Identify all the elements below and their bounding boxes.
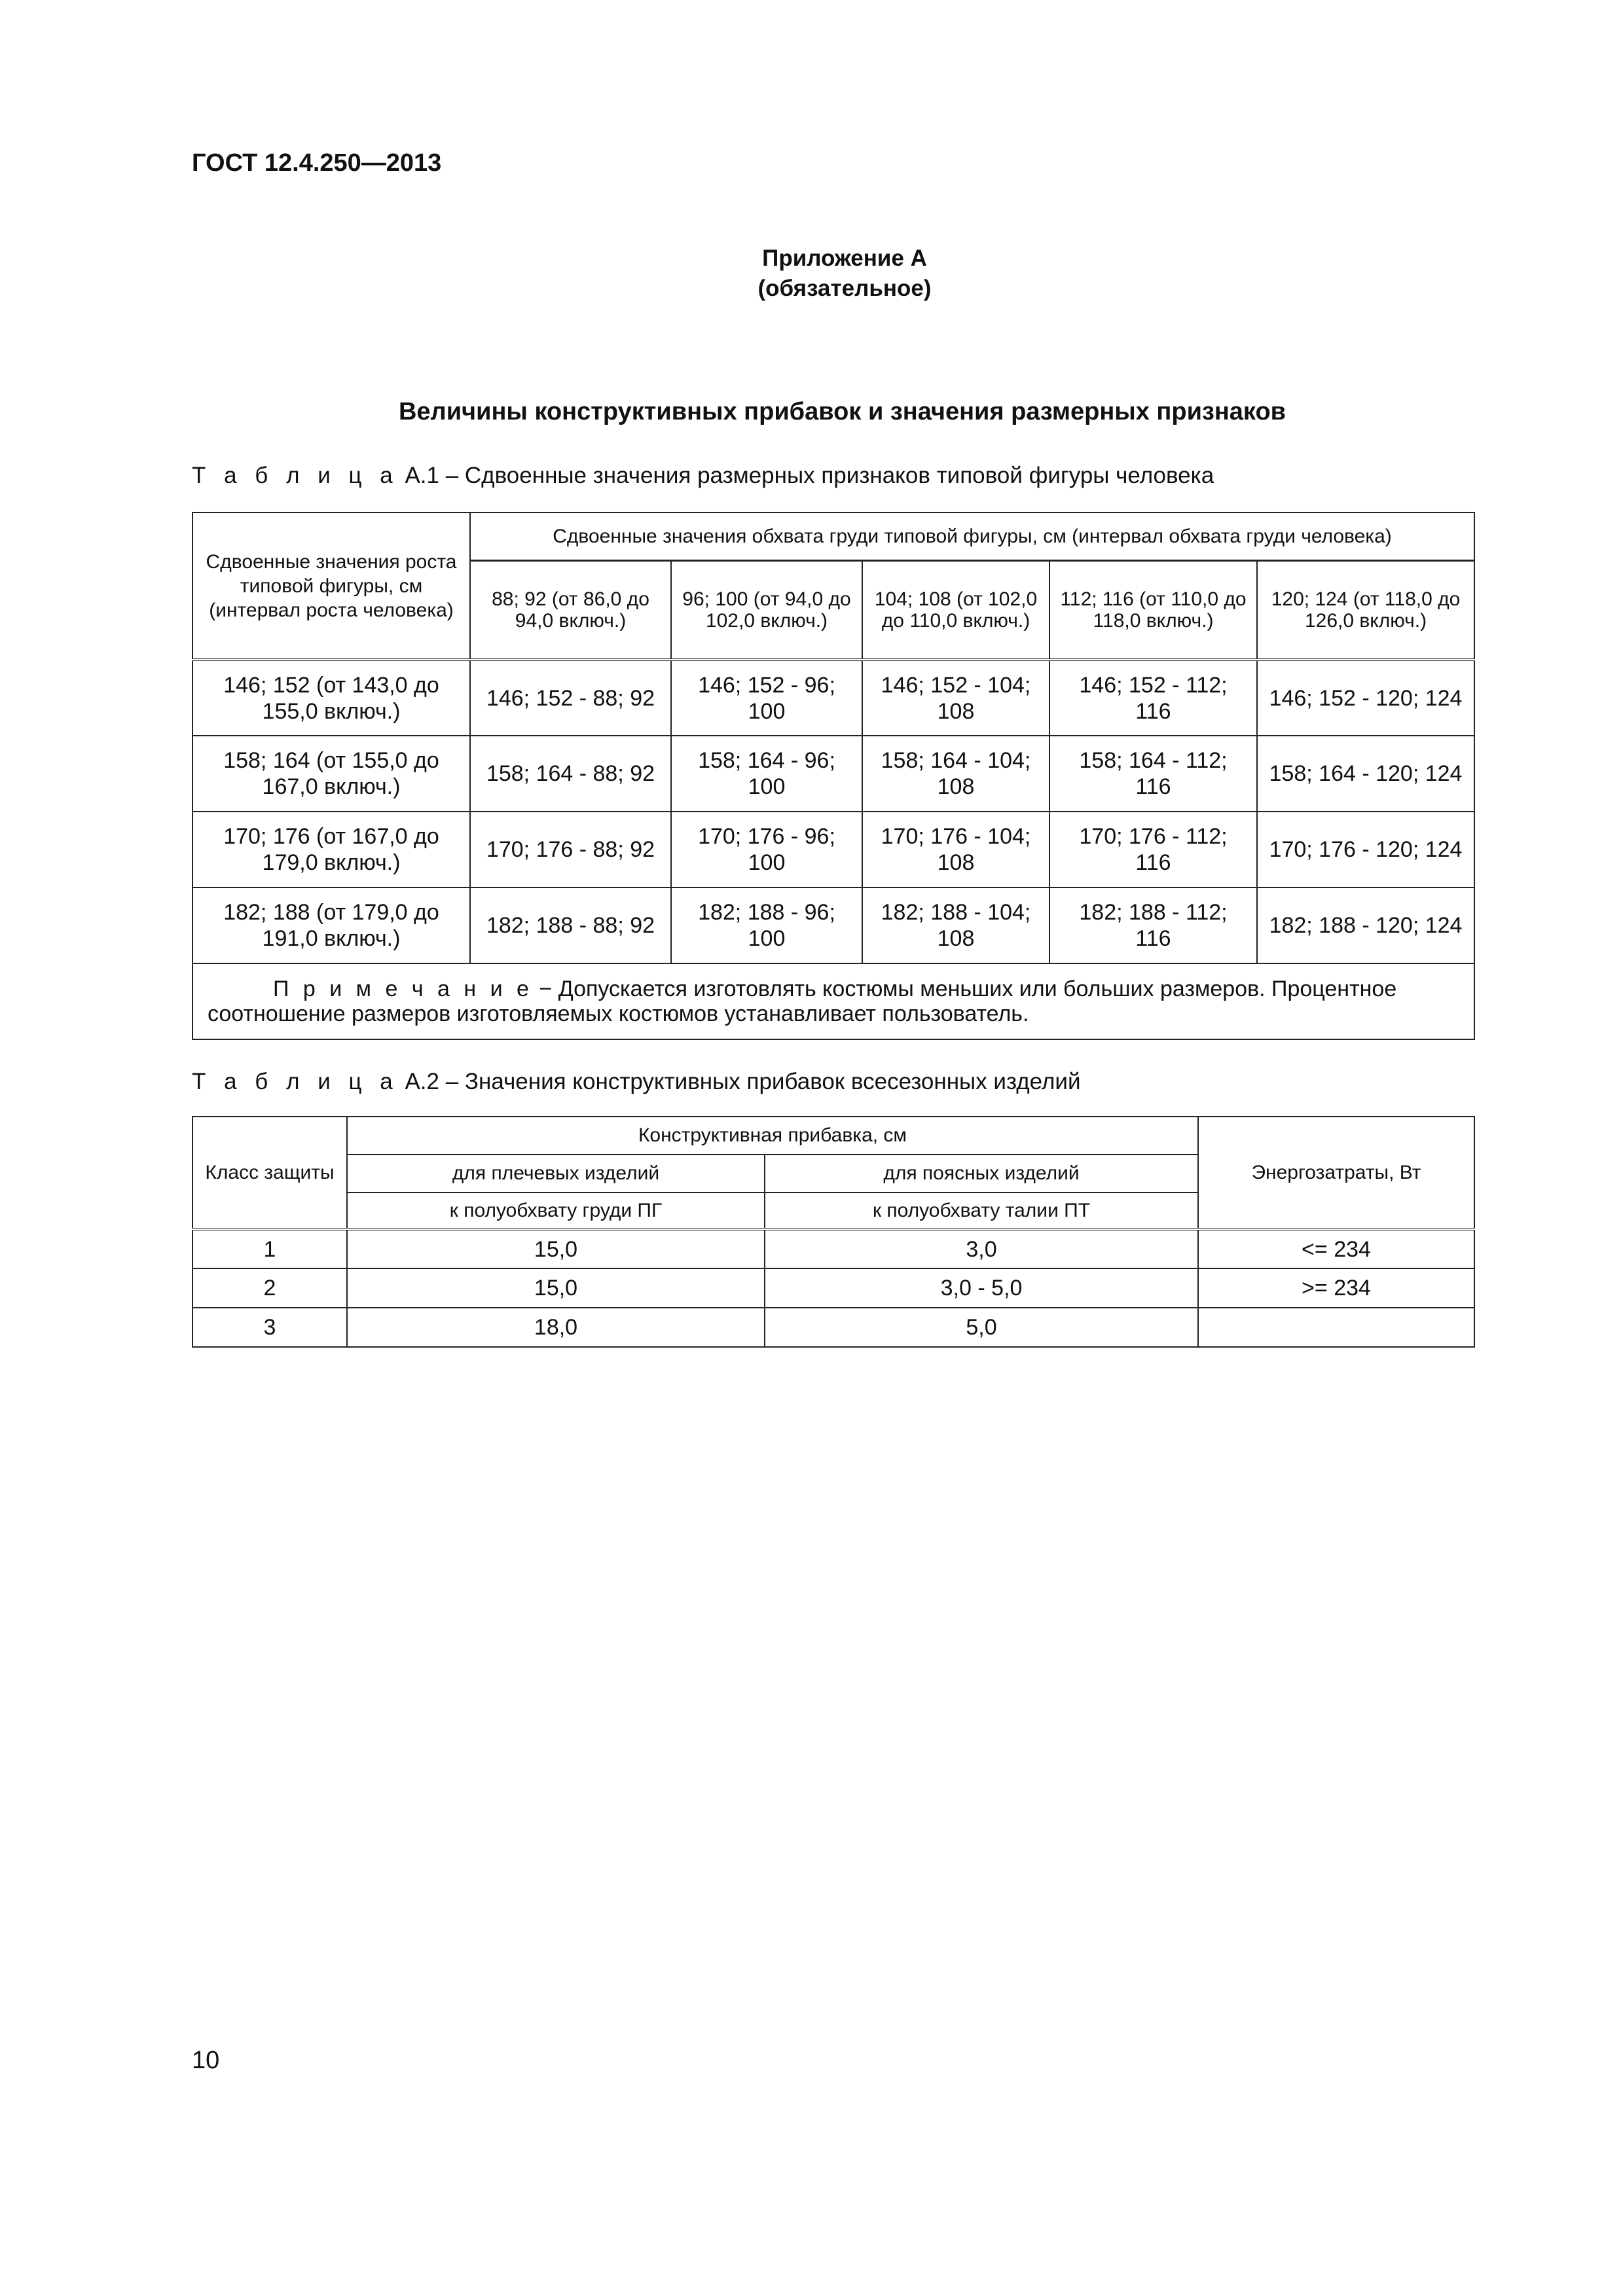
table2-waist-subheader: к полуобхвату талии ПТ bbox=[765, 1193, 1198, 1229]
table-cell bbox=[1198, 1308, 1474, 1347]
table-row bbox=[192, 660, 1474, 736]
table1-header-row bbox=[192, 512, 1474, 560]
page-number: 10 bbox=[192, 2047, 220, 2074]
table-cell: 146; 152 - 96; 100 bbox=[671, 660, 862, 736]
table-cell: 158; 164 - 112; 116 bbox=[1049, 736, 1257, 812]
table-cell: 15,0 bbox=[347, 1268, 765, 1308]
appendix-status: (обязательное) bbox=[757, 276, 932, 301]
table-cell: 18,0 bbox=[347, 1308, 765, 1347]
table-cell: 15,0 bbox=[347, 1229, 765, 1268]
table-cell: 1 bbox=[192, 1229, 347, 1268]
table-row bbox=[192, 1268, 1474, 1308]
appendix-title: Приложение А bbox=[762, 245, 927, 271]
table-cell: 146; 152 - 112; 116 bbox=[1049, 660, 1257, 736]
table1-caption bbox=[192, 463, 1214, 489]
table-cell: 146; 152 - 120; 124 bbox=[1257, 660, 1474, 736]
note-prefix: П р и м е ч а н и е bbox=[273, 977, 533, 1001]
table-cell: 182; 188 - 120; 124 bbox=[1257, 888, 1474, 963]
table1-row-label: 158; 164 (от 155,0 до 167,0 включ.) bbox=[192, 736, 470, 812]
section-title: Величины конструктивных прибавок и значения размерных признаков bbox=[398, 398, 1286, 425]
table2-caption bbox=[192, 1069, 1081, 1095]
table1-caption-prefix: Т а б л и ц а bbox=[192, 463, 399, 488]
table1-row-label: 170; 176 (от 167,0 до 179,0 включ.) bbox=[192, 812, 470, 888]
table1-column-header: 88; 92 (от 86,0 до 94,0 включ.) bbox=[470, 560, 671, 660]
table-cell: 3 bbox=[192, 1308, 347, 1347]
document-code: ГОСТ 12.4.250—2013 bbox=[192, 149, 442, 177]
table-row bbox=[192, 1229, 1474, 1268]
table2-energy-header: Энергозатраты, Вт bbox=[1198, 1117, 1474, 1229]
table2-header-row bbox=[192, 1117, 1474, 1155]
table1-column-header: 112; 116 (от 110,0 до 118,0 включ.) bbox=[1049, 560, 1257, 660]
table1 bbox=[192, 512, 1475, 1040]
table1-column-header: 104; 108 (от 102,0 до 110,0 включ.) bbox=[862, 560, 1049, 660]
table-row bbox=[192, 1308, 1474, 1347]
table-cell: >= 234 bbox=[1198, 1268, 1474, 1308]
table2-caption-prefix: Т а б л и ц а bbox=[192, 1069, 399, 1094]
table1-column-header: 120; 124 (от 118,0 до 126,0 включ.) bbox=[1257, 560, 1474, 660]
table-cell: 170; 176 - 104; 108 bbox=[862, 812, 1049, 888]
table-row bbox=[192, 888, 1474, 963]
table-cell: 182; 188 - 88; 92 bbox=[470, 888, 671, 963]
table1-row-header: Сдвоенные значения роста типовой фигуры, см (интервал роста человека) bbox=[192, 512, 470, 660]
table-cell: 158; 164 - 88; 92 bbox=[470, 736, 671, 812]
table-cell: 170; 176 - 96; 100 bbox=[671, 812, 862, 888]
table2-group-header: Конструктивная прибавка, см bbox=[347, 1117, 1198, 1155]
table2-caption-text: А.2 – Значения конструктивных прибавок всесезонных изделий bbox=[398, 1069, 1081, 1094]
table2-shoulder-subheader: к полуобхвату груди ПГ bbox=[347, 1193, 765, 1229]
table1-column-header: 96; 100 (от 94,0 до 102,0 включ.) bbox=[671, 560, 862, 660]
table-cell: 182; 188 - 96; 100 bbox=[671, 888, 862, 963]
table-cell: 3,0 - 5,0 bbox=[765, 1268, 1198, 1308]
note-text: − Допускается изготовлять костюмы меньших или больших размеров. Процентное соотношение размеров изготовляемых костюмов устанавливает пользователь. bbox=[208, 977, 1397, 1026]
table-cell: 170; 176 - 88; 92 bbox=[470, 812, 671, 888]
table-cell: 5,0 bbox=[765, 1308, 1198, 1347]
table-row bbox=[192, 812, 1474, 888]
table-cell: 3,0 bbox=[765, 1229, 1198, 1268]
table-cell: 182; 188 - 104; 108 bbox=[862, 888, 1049, 963]
table1-note bbox=[192, 963, 1474, 1039]
table-cell: 158; 164 - 120; 124 bbox=[1257, 736, 1474, 812]
table-cell: 170; 176 - 120; 124 bbox=[1257, 812, 1474, 888]
table2-shoulder-header: для плечевых изделий bbox=[347, 1155, 765, 1193]
table-row bbox=[192, 736, 1474, 812]
table-cell: 2 bbox=[192, 1268, 347, 1308]
table1-row-label: 182; 188 (от 179,0 до 191,0 включ.) bbox=[192, 888, 470, 963]
table-cell: 158; 164 - 104; 108 bbox=[862, 736, 1049, 812]
table1-row-label: 146; 152 (от 143,0 до 155,0 включ.) bbox=[192, 660, 470, 736]
table1-group-header: Сдвоенные значения обхвата груди типовой фигуры, см (интервал обхвата груди человека) bbox=[470, 512, 1474, 560]
table1-caption-text: А.1 – Сдвоенные значения размерных признаков типовой фигуры человека bbox=[398, 463, 1214, 488]
table2-class-header: Класс защиты bbox=[192, 1117, 347, 1229]
table2-waist-header: для поясных изделий bbox=[765, 1155, 1198, 1193]
table-cell: <= 234 bbox=[1198, 1229, 1474, 1268]
table2 bbox=[192, 1116, 1475, 1348]
table1-note-row bbox=[192, 963, 1474, 1039]
table-cell: 182; 188 - 112; 116 bbox=[1049, 888, 1257, 963]
appendix-heading bbox=[655, 243, 1034, 304]
table-cell: 170; 176 - 112; 116 bbox=[1049, 812, 1257, 888]
table-cell: 146; 152 - 88; 92 bbox=[470, 660, 671, 736]
table-cell: 146; 152 - 104; 108 bbox=[862, 660, 1049, 736]
table-cell: 158; 164 - 96; 100 bbox=[671, 736, 862, 812]
